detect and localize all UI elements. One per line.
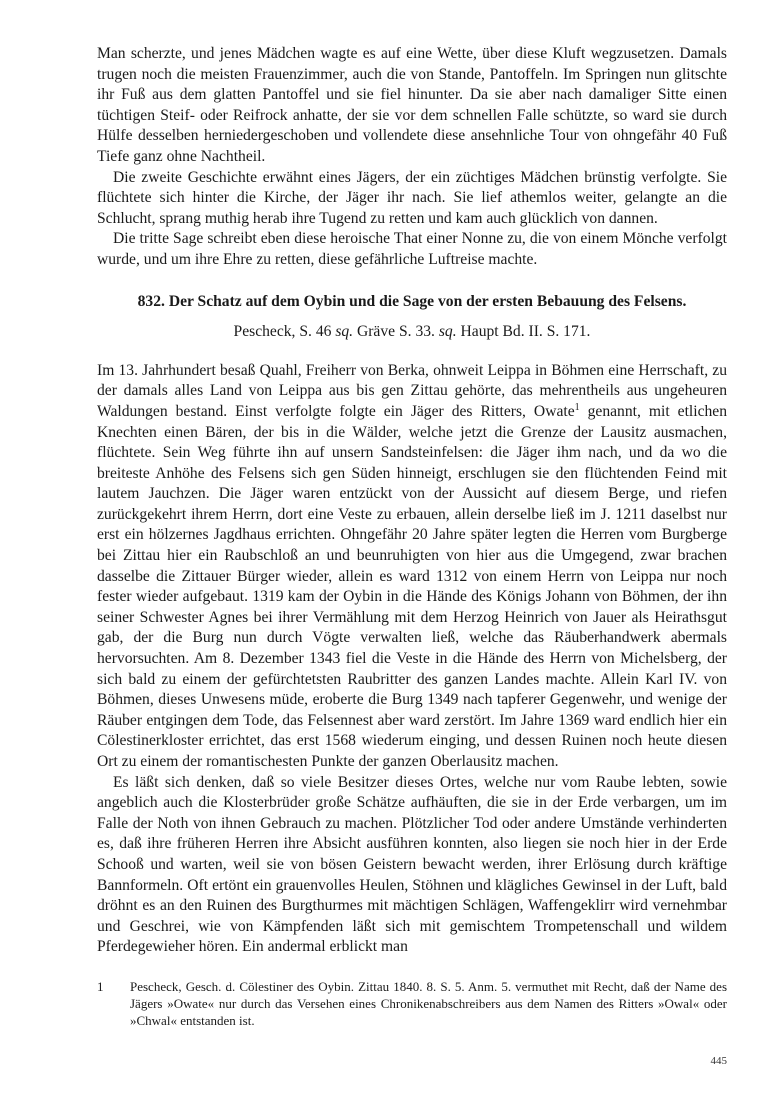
- source-part-1: Pescheck, S. 46: [233, 323, 336, 341]
- section-source: [97, 322, 727, 343]
- section-heading: 832. Der Schatz auf dem Oybin und die Sage von der ersten Bebauung des Felsens.: [137, 292, 687, 310]
- footnote: [97, 978, 727, 1029]
- paragraph-top-2: Die zweite Geschichte erwähnt eines Jägers, der ein züchtiges Mädchen brünstig verfolgte. Sie flüchtete sich hinter die Kirche, der Jäger ihr nach. Sie lief athemlos weiter, gelangte an die Schlucht, sprang muthig herab ihre Tugend zu retten und kam auch glücklich von dannen.: [97, 168, 727, 227]
- page-body: [97, 44, 727, 958]
- source-part-2: Gräve S. 33.: [353, 323, 439, 341]
- body-paragraph-1-part-2: genannt, mit etlichen Knechten einen Bären, der bis in die Wälder, welche jetzt die Grenze der Lausitz ausmachen, flüchtete. Sein Weg führte ihn auf unsern Sandsteinfelsen: die Jäger ihm nach, und da wo die breiteste Anhöhe des Felsens sich gen Süden hinneigt, erschlugen sie den flüchtenden Feind mit lautem Jauchzen. Die Jäger waren entzückt von der Aussicht auf diesem Berge, und riefen zurückgekehrt ihrem Herrn, dort eine Veste zu erbauen, allein derselbe ließ im J. 1211 daselbst nur erst ein hölzernes Jagdhaus errichten. Ohngefähr 20 Jahre später legten die Herren vom Burgberge bei Zittau hier ein Raubschloß an und beunruhigten von hier aus die Umgegend, zwar brachen dasselbe die Zittauer Bürger wieder, allein es ward 1312 von einem Herrn von Leippa nur noch fester wieder aufgebaut. 1319 kam der Oybin in die Hände des Königs Johann von Böhmen, der ihn seiner Schwester Agnes bei ihrer Vermählung mit dem Herzog Heinrich von Jauer als Heirathsgut gab, der die Burg nun durch Vögte verwalten ließ, welche das Räuberhandwerk abermals hervorsuchten. Am 8. Dezember 1343 fiel die Veste in die Hände des Herrn von Michelsberg, der sich bald zu einem der gefürchtetsten Raubritter des ganzen Landes machte. Allein Karl IV. von Böhmen, dieses Unwesens müde, eroberte die Burg 1349 nach tapferer Gegenwehr, und wenige der Räuber entgingen dem Tode, das Felsennest aber ward zerstört. Im Jahre 1369 ward endlich hier ein Cölestinerkloster errichtet, das erst 1568 wiederum einging, und dessen Ruinen noch heute diesen Ort zu einem der romantischesten Punkte der ganzen Oberlausitz machen.: [97, 402, 727, 770]
- body-paragraph-2: Es läßt sich denken, daß so viele Besitzer dieses Ortes, welche nur vom Raube lebten, sowie angeblich auch die Klosterbrüder große Schätze aufhäuften, die sie in der Erde verbargen, um im Falle der Noth von ihnen Gebrauch zu machen. Plötzlicher Tod oder andere Umstände verhinderten es, daß ihre früheren Herren ihre Absicht ausführen konnten, also liegen sie noch hier in der Erde Schooß und warten, weil sie von bösen Geistern bewacht werden, ihrer Erlösung durch kräftige Bannformeln. Oft ertönt ein grauenvolles Heulen, Stöhnen und klägliches Gewinsel in der Luft, bald dröhnt es an den Ruinen des Burgthurmes mit mächtigen Schlägen, Waffengeklirr wird vernehmbar und Geschrei, wie von Kämpfenden läßt sich mit gemischtem Trompetenschall und wildem Pferdegewieher hören. Ein andermal erblickt man: [97, 773, 727, 956]
- footnote-text: Pescheck, Gesch. d. Cölestiner des Oybin. Zittau 1840. 8. S. 5. Anm. 5. vermuthet mit Recht, daß der Name des Jägers »Owate« nur durch das Versehen eines Chronikenabschreibers aus dem Namen des Ritters »Owal« oder »Chwal« entstanden ist.: [130, 979, 727, 1028]
- source-sq-2: sq.: [438, 323, 457, 341]
- paragraph-top-3: Die tritte Sage schreibt eben diese heroische That einer Nonne zu, die von einem Mönche verfolgt wurde, und um ihre Ehre zu retten, diese gefährliche Luftreise machte.: [97, 230, 727, 268]
- paragraph-top-1: Man scherzte, und jenes Mädchen wagte es auf eine Wette, über diese Kluft wegzusetzen. Damals trugen noch die meisten Frauenzimmer, auch die von Stande, Pantoffeln. Im Springen nun glitschte ihr Fuß aus dem glatten Pantoffel und sie fiel hinunter. Da sie aber nach damaliger Sitte einen tüchtigen Steif- oder Reifrock anhatte, der sie vor dem schnellen Falle schützte, so ward sie durch Hülfe desselben herniedergeschoben und vollendete diese ansehnliche Tour von ohngefähr 40 Fuß Tiefe ganz ohne Nachtheil.: [97, 45, 727, 165]
- body-paragraph-1: [97, 361, 727, 773]
- source-sq-1: sq.: [335, 323, 354, 341]
- page-number: 445: [710, 1055, 727, 1067]
- body-paragraph-1-part-1: Im 13. Jahrhundert besaß Quahl, Freiherr von Berka, ohnweit Leippa in Böhmen eine Herrschaft, zu der damals alles Land von Leippa aus bis gen Zittau gehörte, das mehrentheils aus ungeheuren Waldungen bestand. Einst verfolgte folgte ein Jäger des Ritters, Owate: [97, 361, 727, 420]
- source-part-3: Haupt Bd. II. S. 171.: [456, 323, 591, 341]
- footnote-reference[interactable]: 1: [574, 401, 580, 413]
- footnote-number: 1: [97, 979, 104, 994]
